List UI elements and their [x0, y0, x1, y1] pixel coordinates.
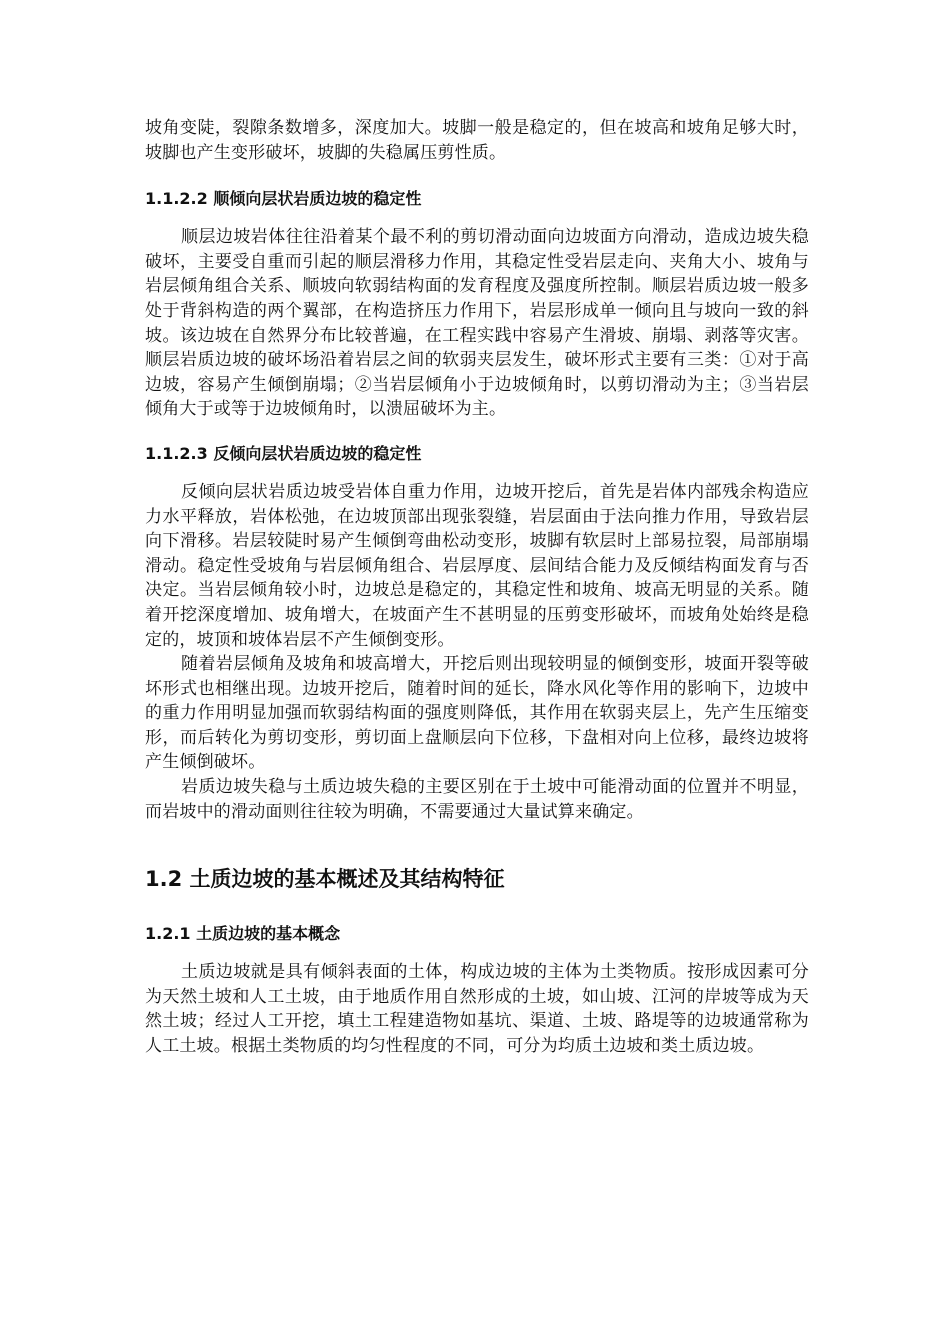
paragraph-rock-vs-soil: 岩质边坡失稳与土质边坡失稳的主要区别在于土坡中可能滑动面的位置并不明显，而岩坡中的滑动面则往往较为明确，不需要通过大量试算来确定。 [145, 777, 809, 822]
paragraph-soil-slope-concept: 土质边坡就是具有倾斜表面的土体，构成边坡的主体为土类物质。按形成因素可分为天然土坡和人工土坡，由于地质作用自然形成的土坡，如山坡、江河的岸坡等成为天然土坡；经过人工开挖，填土工程建造物如基坑、渠道、土坡、路堤等的边坡通常称为人工土坡。根据土类物质的均匀性程度的不同，可分为均质土边坡和类土质边坡。 [145, 962, 809, 1057]
paragraph-anti-dip-slope-1: 反倾向层状岩质边坡受岩体自重力作用，边坡开挖后，首先是岩体内部残余构造应力水平释放，岩体松弛，在边坡顶部出现张裂缝，岩层面由于法向推力作用，导致岩层向下滑移。岩层较陡时易产生倾倒弯曲松动变形，坡脚有软层时上部易拉裂，局部崩塌滑动。稳定性受坡角与岩层倾角组合、岩层厚度、层间结合能力及反倾结构面发育与否决定。当岩层倾角较小时，边坡总是稳定的，其稳定性和坡角、坡高无明显的关系。随着开挖深度增加、坡角增大，在坡面产生不甚明显的压剪变形破坏，而坡角处始终是稳定的，坡顶和坡体岩层不产生倾倒变形。 [145, 481, 809, 650]
heading-1-2-1: 1.2.1 土质边坡的基本概念 [145, 924, 341, 944]
paragraph-anti-dip-slope-2: 随着岩层倾角及坡角和坡高增大，开挖后则出现较明显的倾倒变形，坡面开裂等破坏形式也相继出现。边坡开挖后，随着时间的延长，降水风化等作用的影响下，边坡中的重力作用明显加强而软弱结构面的强度则降低，其作用在软弱夹层上，先产生压缩变形，而后转化为剪切变形，剪切面上盘顺层向下位移，下盘相对向上位移，最终边坡将产生倾倒破坏。 [145, 654, 809, 773]
heading-1-2: 1.2 土质边坡的基本概述及其结构特征 [145, 867, 505, 892]
heading-1-1-2-3: 1.1.2.3 反倾向层状岩质边坡的稳定性 [145, 443, 422, 463]
heading-1-1-2-2: 1.1.2.2 顺倾向层状岩质边坡的稳定性 [145, 189, 422, 209]
document-page [145, 116, 809, 1059]
paragraph-dip-slope: 顺层边坡岩体往往沿着某个最不利的剪切滑动面向边坡面方向滑动，造成边坡失稳破坏，主要受自重而引起的顺层滑移力作用，其稳定性受岩层走向、夹角大小、坡角与岩层倾角组合关系、顺坡向软弱结构面的发育程度及强度所控制。顺层岩质边坡一般多处于背斜构造的两个翼部，在构造挤压力作用下，岩层形成单一倾向且与坡向一致的斜坡。该边坡在自然界分布比较普遍，在工程实践中容易产生滑坡、崩塌、剥落等灾害。顺层岩质边坡的破坏场沿着岩层之间的软弱夹层发生，破坏形式主要有三类：①对于高边坡，容易产生倾倒崩塌；②当岩层倾角小于边坡倾角时，以剪切滑动为主；③当岩层倾角大于或等于边坡倾角时，以溃屈破坏为主。 [145, 227, 809, 420]
paragraph-slope-toe: 坡角变陡，裂隙条数增多，深度加大。坡脚一般是稳定的，但在坡高和坡角足够大时，坡脚也产生变形破坏，坡脚的失稳属压剪性质。 [145, 118, 809, 163]
